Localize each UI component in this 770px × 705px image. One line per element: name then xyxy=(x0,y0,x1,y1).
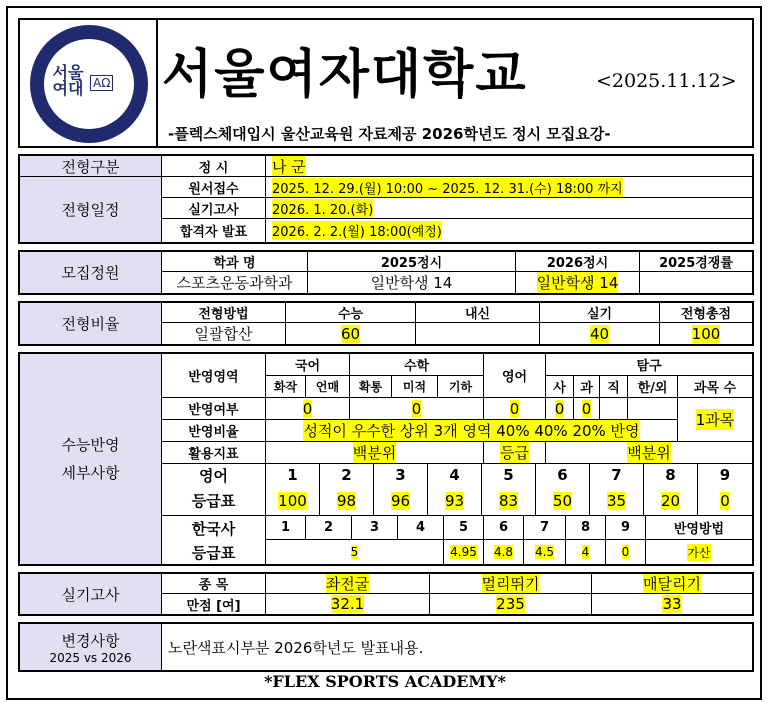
eng-score-7: 35 xyxy=(606,491,627,510)
hist-score-5: 4.95 xyxy=(450,545,477,559)
seal-text: 서울여대 xyxy=(52,63,84,98)
hist-grade-1: 1 xyxy=(266,516,306,540)
quota-header-comp: 2025경쟁률 xyxy=(640,252,752,272)
ratio-header-total: 전형총점 xyxy=(660,303,752,323)
csat-use-eng: 0 xyxy=(509,399,520,418)
university-seal xyxy=(30,25,148,143)
hist-score-1-4: 5 xyxy=(350,545,359,559)
eng-score-5: 83 xyxy=(498,491,519,510)
ratio-label: 전형비율 xyxy=(20,303,162,344)
csat-use-label: 반영여부 xyxy=(162,398,266,420)
hist-grade-9: 9 xyxy=(606,516,646,540)
seal-symbol: AΩ xyxy=(90,75,113,91)
practical-score-label: 만점 [여] xyxy=(162,594,266,614)
header-divider xyxy=(156,18,158,148)
csat-tam-sub-3: 직 xyxy=(600,376,628,398)
footer-text: *FLEX SPORTS ACADEMY* xyxy=(264,672,506,691)
schedule-key-2: 실기고사 xyxy=(162,198,266,219)
schedule-label: 전형일정 xyxy=(20,177,162,242)
csat-label-b: 세부사항 xyxy=(61,464,120,482)
eng-grade-9: 9 xyxy=(719,466,731,484)
hist-method-label: 반영방법 xyxy=(646,516,752,540)
ratio-naesin xyxy=(416,323,540,344)
csat-use-sa: 0 xyxy=(554,399,565,418)
schedule-value-2: 2026. 1. 20.(화) xyxy=(272,199,373,218)
ratio-header-suneung: 수능 xyxy=(286,303,416,323)
eng-score-4: 93 xyxy=(444,491,465,510)
csat-index-b: 등급 xyxy=(500,444,529,462)
csat-hist-label: 한국사 xyxy=(162,516,266,540)
practical-section xyxy=(18,572,754,616)
csat-math-sub-3: 기하 xyxy=(438,376,484,398)
eng-grade-6: 6 xyxy=(536,464,590,486)
csat-index-label: 활용지표 xyxy=(162,442,266,464)
quota-header-2025: 2025정시 xyxy=(308,252,516,272)
eng-grade-1: 1 xyxy=(266,464,320,486)
csat-use-math: 0 xyxy=(411,399,422,418)
quota-label: 모집정원 xyxy=(20,252,162,293)
hist-grade-6: 6 xyxy=(484,516,524,540)
csat-math-sub-2: 미적 xyxy=(392,376,438,398)
csat-tam: 탐구 xyxy=(546,354,752,376)
practical-score-1: 32.1 xyxy=(330,595,365,613)
hist-grade-2: 2 xyxy=(306,516,352,540)
csat-use-gwa: 0 xyxy=(581,399,592,418)
csat-index-a: 백분위 xyxy=(352,444,397,462)
type-label: 전형구분 xyxy=(20,156,162,177)
csat-tam-sub-2: 과 xyxy=(574,376,600,398)
ratio-header-silgi: 실기 xyxy=(540,303,660,323)
quota-comp xyxy=(640,272,752,293)
eng-score-6: 50 xyxy=(552,491,573,510)
ratio-method: 일괄합산 xyxy=(162,323,286,344)
csat-subj-count: 1과목 xyxy=(695,411,735,429)
csat-ratio-text: 성적이 우수한 상위 3개 영역 40% 40% 20% 반영 xyxy=(303,422,640,440)
quota-section xyxy=(18,250,754,295)
schedule-key-3: 합격자 발표 xyxy=(162,219,266,242)
eng-score-1: 100 xyxy=(278,491,307,510)
hist-grade-8: 8 xyxy=(566,516,606,540)
schedule-key-1: 원서접수 xyxy=(162,177,266,198)
practical-score-3: 33 xyxy=(662,595,682,613)
quota-dept: 스포츠운동과학과 xyxy=(162,272,308,293)
page-title: 서울여자대학교 xyxy=(162,45,528,105)
csat-eng-label: 영어 xyxy=(162,464,266,486)
practical-score-2: 235 xyxy=(496,595,525,613)
csat-eng-grade-label: 등급표 xyxy=(162,486,266,516)
ratio-total: 100 xyxy=(691,324,721,343)
csat-tam-sub-4: 한/외 xyxy=(628,376,678,398)
quota-2025: 일반학생 14 xyxy=(308,272,516,293)
schedule-value-3: 2026. 2. 2.(월) 18:00(예정) xyxy=(272,221,442,240)
date-label: <2025.11.12> xyxy=(596,70,737,92)
eng-grade-3: 3 xyxy=(374,464,428,486)
eng-score-9: 0 xyxy=(720,491,730,510)
csat-label-a: 수능반영 xyxy=(61,436,120,454)
csat-math: 수학 xyxy=(350,354,484,376)
hist-grade-4: 4 xyxy=(398,516,444,540)
ratio-suneung: 60 xyxy=(340,324,361,343)
ratio-header-naesin: 내신 xyxy=(416,303,540,323)
practical-item-3: 매달리기 xyxy=(643,575,701,593)
gun-label: 정 시 xyxy=(162,156,266,177)
practical-item-1: 좌전굴 xyxy=(325,575,370,593)
csat-kor-sub-2: 언매 xyxy=(306,376,350,398)
eng-grade-8: 8 xyxy=(644,464,698,486)
csat-subj-count-label: 과목 수 xyxy=(678,376,752,398)
hist-score-6: 4.8 xyxy=(493,545,514,559)
practical-item-2: 멀리뛰기 xyxy=(481,575,540,593)
gun-value: 나 군 xyxy=(272,157,306,176)
practical-item-label: 종 목 xyxy=(162,574,266,594)
quota-header-dept: 학과 명 xyxy=(162,252,308,272)
eng-score-2: 98 xyxy=(336,491,357,510)
ratio-section xyxy=(18,301,754,346)
changes-label-b: 2025 vs 2026 xyxy=(49,650,132,665)
csat-tam-sub-1: 사 xyxy=(546,376,574,398)
csat-area-label: 반영영역 xyxy=(162,354,266,398)
csat-section xyxy=(18,352,754,566)
csat-index-c: 백분위 xyxy=(627,444,671,462)
quota-header-2026: 2026정시 xyxy=(516,252,640,272)
hist-grade-5: 5 xyxy=(444,516,484,540)
schedule-value-1: 2025. 12. 29.(월) 10:00 ~ 2025. 12. 31.(수) 18:00 까지 xyxy=(272,178,623,197)
hist-mode: 가산 xyxy=(687,545,711,560)
changes-text: 노란색표시부분 2026학년도 발표내용. xyxy=(168,638,424,657)
eng-grade-2: 2 xyxy=(320,464,374,486)
eng-grade-7: 7 xyxy=(590,464,644,486)
hist-grade-7: 7 xyxy=(524,516,566,540)
page-subtitle: -플렉스체대입시 울산교육원 자료제공 2026학년도 정시 모집요강- xyxy=(168,125,611,143)
practical-label: 실기고사 xyxy=(20,574,162,614)
hist-score-9: 0 xyxy=(621,545,630,559)
eng-score-8: 20 xyxy=(660,491,681,510)
admission-section xyxy=(18,154,754,244)
hist-score-8: 4 xyxy=(581,545,590,559)
eng-grade-5: 5 xyxy=(482,464,536,486)
quota-2026: 일반학생 14 xyxy=(536,274,619,292)
csat-ratio-label: 반영비율 xyxy=(162,420,266,442)
csat-kor: 국어 xyxy=(266,354,350,376)
ratio-silgi: 40 xyxy=(589,324,610,343)
hist-grade-3: 3 xyxy=(352,516,398,540)
eng-score-3: 96 xyxy=(390,491,411,510)
changes-label-a: 변경사항 xyxy=(61,631,120,650)
csat-use-kor: 0 xyxy=(302,399,313,418)
hist-score-7: 4.5 xyxy=(534,545,555,559)
csat-hist-grade-label: 등급표 xyxy=(162,540,266,564)
csat-kor-sub-1: 화작 xyxy=(266,376,306,398)
csat-eng: 영어 xyxy=(484,354,546,398)
eng-grade-4: 4 xyxy=(428,464,482,486)
csat-math-sub-1: 확통 xyxy=(350,376,392,398)
changes-section xyxy=(18,622,754,672)
ratio-header-method: 전형방법 xyxy=(162,303,286,323)
